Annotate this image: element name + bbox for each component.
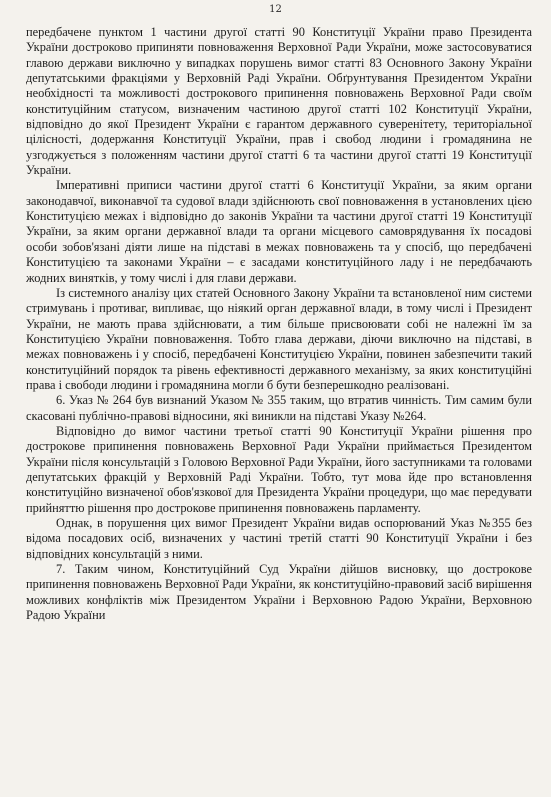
paragraph-7: 7. Таким чином, Конституційний Суд України дійшов висновку, що дострокове припинення повноважень Верховної Ради України, як конституційно-правовий засіб вирішення можливих конфліктів між Президентом України і Верховною Радою України, Верховною Радою України [26, 562, 532, 623]
document-body [26, 25, 532, 623]
paragraph-2: Імперативні приписи частини другої статті 6 Конституції України, за яким органи законодавчої, виконавчої та судової влади здійснюють свої повноваження в установлених цією Конституцією межах і відповідно до законів України та частини другої статті 19 Конституції України, за яким органи державної влади та органи місцевого самоврядування їх посадові особи зобов'язані діяти лише на підставі в межах повноважень та у спосіб, що передбачені Конституцією та законами України – є засадами конституційного ладу і не передбачають жодних винятків, у тому числі і для глави держави. [26, 178, 532, 285]
paragraph-4: 6. Указ № 264 був визнаний Указом № 355 таким, що втратив чинність. Тим самим були скасовані публічно-правові відносини, які виникли на підставі Указу №264. [26, 393, 532, 423]
paragraph-3: Із системного аналізу цих статей Основного Закону України та встановленої ним системи стримувань і противаг, випливає, що ніякий орган державної влади, в тому числі і Президент України, не мають права здійснювати, а тим більше присвоювати собі не належні їм за Конституцією України повноваження. Тобто глава держави, діючи виключно на підставі, в межах повноважень і у спосіб, передбачені Конституцією України, повинен забезпечити такий конституційний порядок та рівень ефективності державного механізму, за яких конституційні права і свободи людини і громадянина могли б бути безперешкодно реалізовані. [26, 285, 532, 392]
paragraph-1: передбачене пунктом 1 частини другої статті 90 Конституції України право Президента України достроково припиняти повноваження Верховної Ради України, може застосовуватися главою держави виключно у випадках порушень вимог статті 83 Основного Закону України депутатськими фракціями у Верховній Раді України. Обґрунтування Президентом України необхідності та можливості дострокового припинення повноважень Верховної Ради своїм конституційним статусом, визначеним частиною другої статті 102 Конституції України, відповідно до якої Президент України є гарантом державного суверенітету, територіальної цілісності, додержання Конституції України, прав і свобод людини і громадянина не узгоджується з положенням частини другої статті 6 та частини другої статті 19 Конституції України. [26, 25, 532, 178]
page-number: 12 [269, 4, 282, 15]
paragraph-5: Відповідно до вимог частини третьої статті 90 Конституції України рішення про дострокове припинення повноважень Верховної Ради України приймається Президентом України після консультацій з Головою Верховної Ради України, його заступниками та головами депутатських фракцій у Верховній Раді України. Тобто, тут мова йде про встановлення конституційно визначеної обов'язкової для Президента України процедури, що має передувати прийняттю рішення про дострокове припинення повноважень парламенту. [26, 423, 532, 515]
paragraph-6: Однак, в порушення цих вимог Президент України видав оспорюваний Указ №355 без відома посадових осіб, визначених у частині третій статті 90 Конституції України і без відповідних консультацій з ними. [26, 516, 532, 561]
